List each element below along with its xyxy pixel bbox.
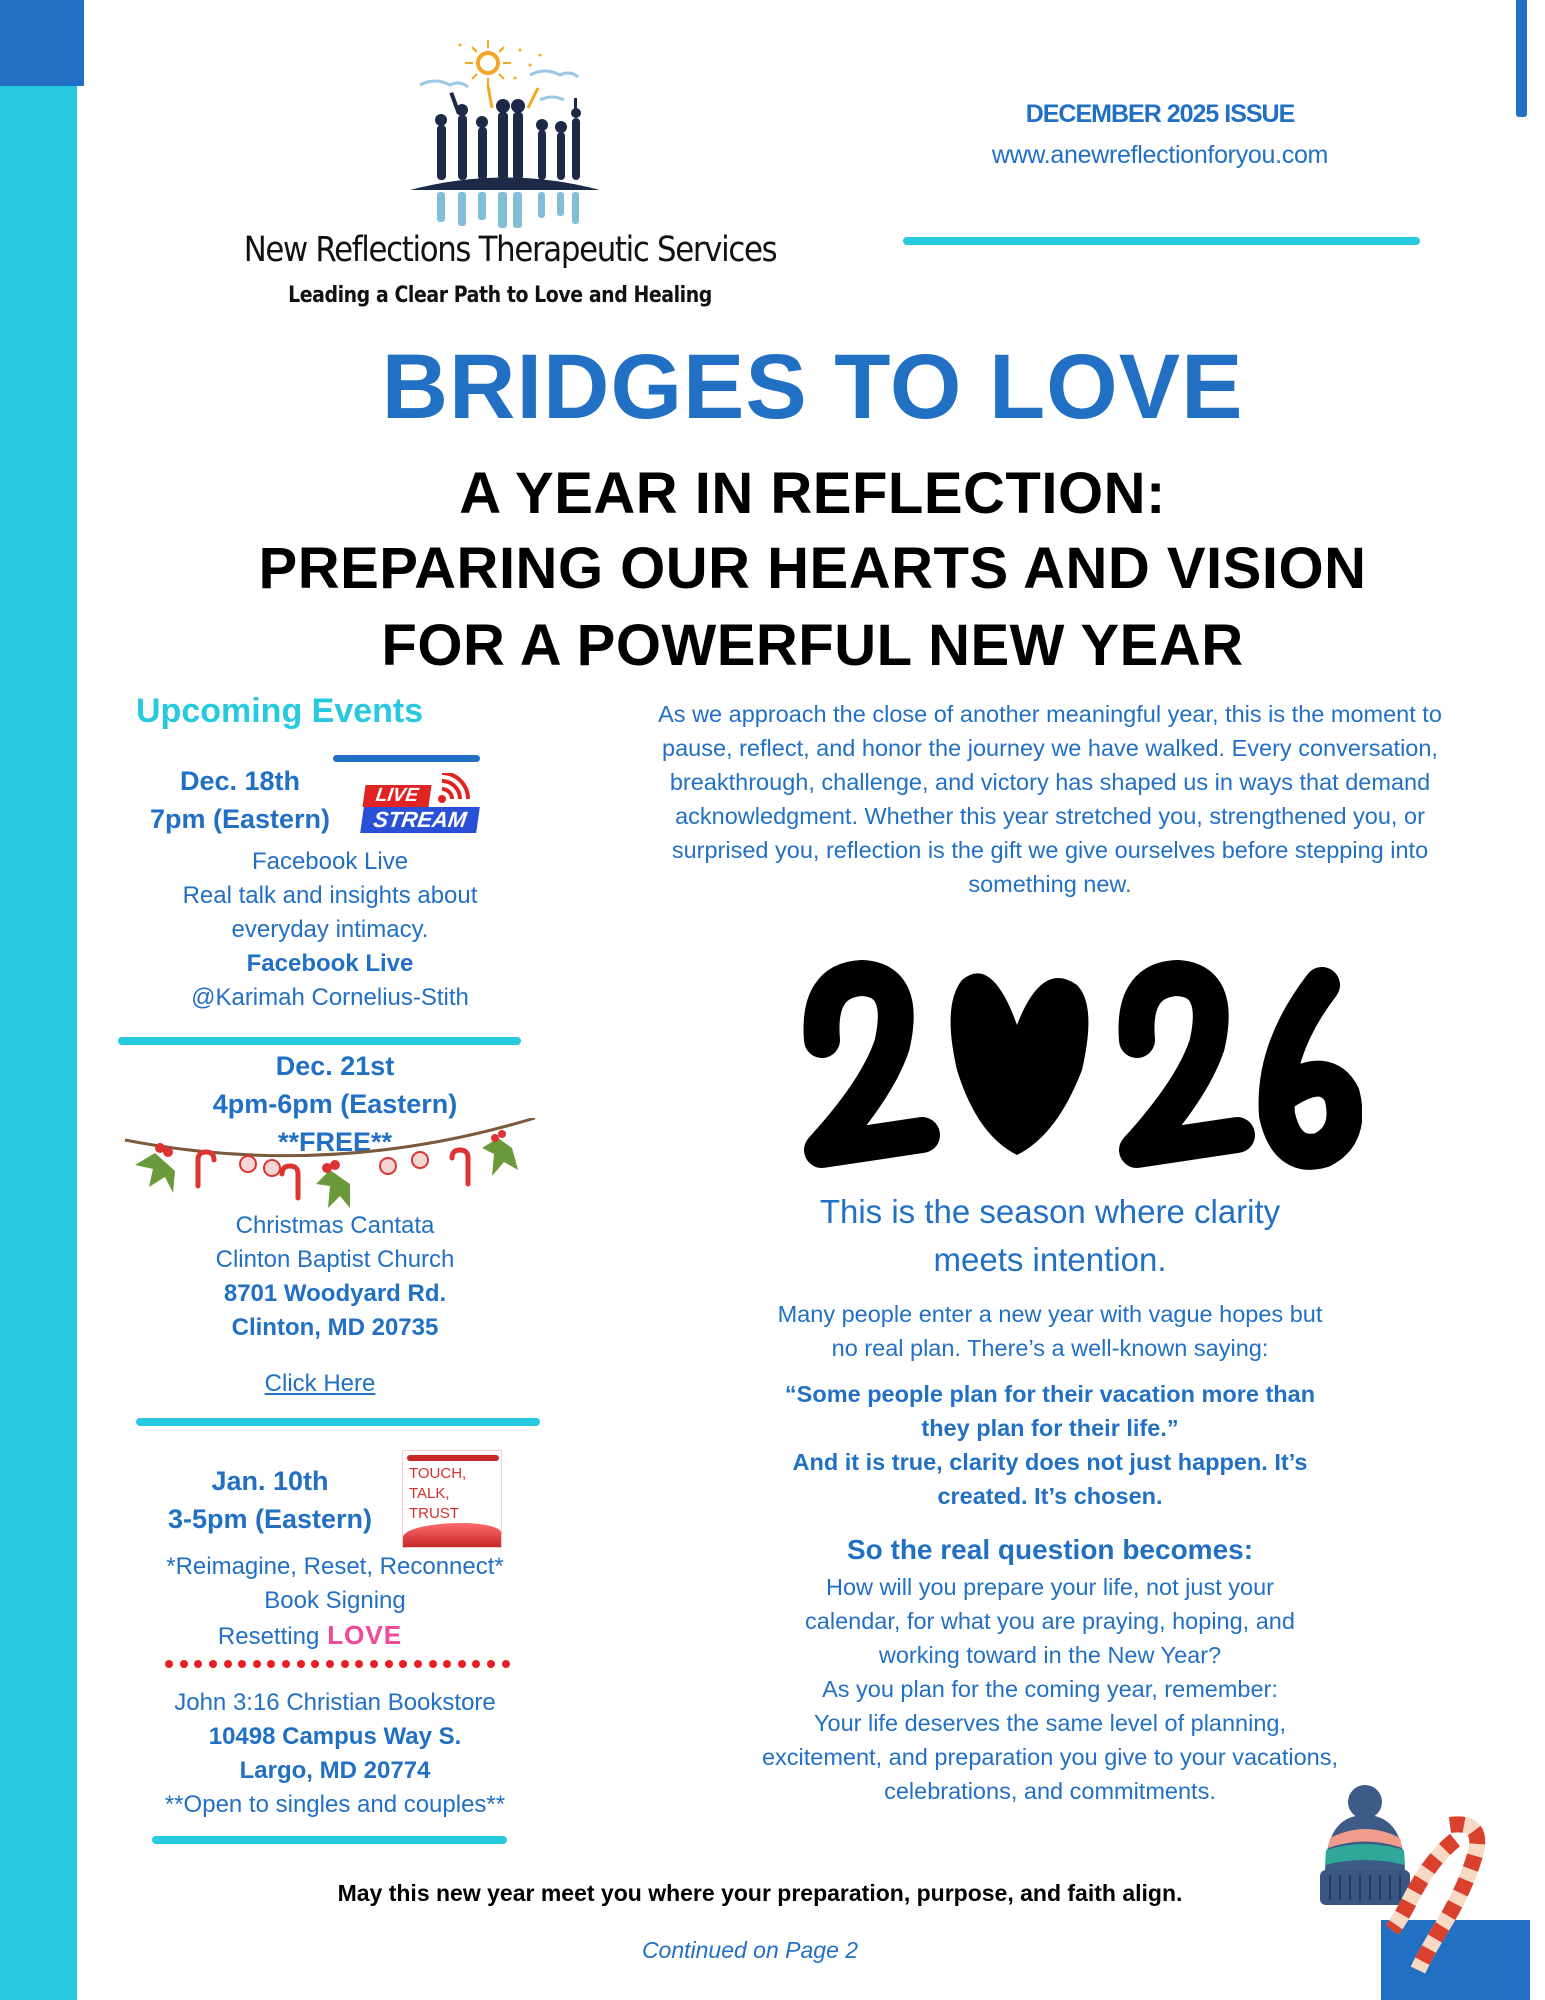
event-2-free-note: **FREE**: [277, 1127, 393, 1157]
continued-on-page-link[interactable]: Continued on Page 2: [641, 1937, 859, 1963]
live-label: LIVE: [362, 785, 431, 807]
many-line: Many people enter a new year with vague hopes but: [777, 1301, 1323, 1327]
love-word-art: LOVE: [327, 1620, 403, 1650]
company-name: New Reflections Therapeutic Services: [243, 230, 777, 270]
event-2-details: [100, 1209, 570, 1345]
book-wave: [403, 1523, 501, 1547]
book-banner: [407, 1455, 499, 1461]
event-2-address: Clinton, MD 20735: [231, 1314, 439, 1341]
book-word: TOUCH,: [409, 1465, 467, 1482]
click-here-link[interactable]: Click Here: [264, 1370, 376, 1397]
event-1-time: 7pm (Eastern): [149, 804, 331, 834]
issue-label: DECEMBER 2025 ISSUE: [1025, 100, 1295, 128]
newsletter-title: BRIDGES TO LOVE: [381, 336, 1244, 438]
event-2-line: Christmas Cantata: [235, 1212, 435, 1239]
many-people-paragraph: [650, 1297, 1450, 1365]
question-line: calendar, for what you are praying, hoping, and: [805, 1608, 1295, 1634]
event-1-datetime: [120, 762, 360, 838]
season-statement: [650, 1188, 1450, 1284]
resetting-label: Resetting: [217, 1623, 320, 1650]
event-2-date: Dec. 21st: [275, 1051, 395, 1081]
live-stream-icon: [362, 773, 478, 835]
company-tagline: Leading a Clear Path to Love and Healing: [288, 283, 712, 308]
event-1-line: Facebook Live: [251, 848, 409, 875]
event-3-line: *Reimagine, Reset, Reconnect*: [166, 1553, 504, 1580]
season-line: This is the season where clarity: [819, 1193, 1281, 1230]
event-3-date: Jan. 10th: [211, 1466, 329, 1496]
subtitle-line-2: PREPARING OUR HEARTS AND VISION: [258, 536, 1367, 601]
question-heading: So the real question becomes:: [846, 1534, 1254, 1565]
event-divider: [118, 1037, 521, 1045]
event-3-datetime: [150, 1462, 390, 1538]
event-2-time: 4pm-6pm (Eastern): [212, 1089, 458, 1119]
side-accent-bar: [0, 86, 77, 2000]
red-dotted-divider: [165, 1660, 510, 1670]
events-heading-divider: [333, 755, 480, 762]
stream-label: STREAM: [360, 807, 480, 833]
people-on-island-sun-logo-icon: [400, 30, 610, 230]
event-divider: [136, 1418, 540, 1426]
event-1-handle[interactable]: @Karimah Cornelius-Stith: [191, 984, 469, 1011]
top-right-accent-bar: [1516, 0, 1527, 117]
event-3-footnote: **Open to singles and couples**: [164, 1791, 506, 1818]
event-3-address: Largo, MD 20774: [239, 1757, 431, 1784]
subtitle-line-3: FOR A POWERFUL NEW YEAR: [381, 613, 1244, 678]
event-3-details: [110, 1550, 560, 1654]
event-2-link-wrap: [100, 1367, 540, 1401]
closing-statement: May this new year meet you where your preparation, purpose, and faith align.: [337, 1880, 1183, 1906]
book-word: TALK,: [409, 1485, 450, 1502]
corner-block: [0, 0, 84, 86]
quote-line: And it is true, clarity does not just happen. It’s: [792, 1449, 1308, 1475]
event-3-time: 3-5pm (Eastern): [167, 1504, 373, 1534]
event-1-line: Real talk and insights about: [182, 882, 478, 909]
many-line: no real plan. There’s a well-known saying:: [831, 1335, 1269, 1361]
remember-line: celebrations, and commitments.: [884, 1778, 1216, 1804]
quote-line: they plan for their life.”: [921, 1415, 1179, 1441]
header-divider: [903, 237, 1420, 245]
event-1-date: Dec. 18th: [179, 766, 301, 796]
event-1-line: everyday intimacy.: [231, 916, 429, 943]
upcoming-events-heading: Upcoming Events: [136, 692, 424, 730]
touch-talk-trust-book-cover: [402, 1450, 502, 1548]
quote-line: “Some people plan for their vacation more than: [784, 1381, 1316, 1407]
website-link[interactable]: www.anewreflectionforyou.com: [991, 141, 1329, 169]
year-2026-heart-icon: [782, 950, 1362, 1175]
event-3-address: 10498 Campus Way S.: [208, 1723, 462, 1750]
remember-line: Your life deserves the same level of planning,: [813, 1710, 1287, 1736]
event-3-book-title: [60, 1618, 560, 1654]
event-3-venue-name: John 3:16 Christian Bookstore: [174, 1689, 496, 1716]
question-line: How will you prepare your life, not just your: [825, 1574, 1274, 1600]
event-1-platform: Facebook Live: [246, 950, 414, 977]
remember-line: excitement, and preparation you give to your vacations,: [761, 1744, 1339, 1770]
christmas-garland-icon: [120, 1118, 540, 1213]
question-line: working toward in the New Year?: [878, 1642, 1222, 1668]
event-2-address: 8701 Woodyard Rd.: [223, 1280, 447, 1307]
remember-line: As you plan for the coming year, remember:: [822, 1676, 1278, 1702]
event-3-line: Book Signing: [264, 1587, 406, 1614]
subtitle-line-1: A YEAR IN REFLECTION:: [459, 461, 1166, 526]
quote-line: created. It’s chosen.: [937, 1483, 1163, 1509]
event-3-venue: [110, 1686, 560, 1822]
highlighted-quote: [650, 1377, 1450, 1513]
event-1-details: [100, 845, 560, 1015]
event-2-line: Clinton Baptist Church: [215, 1246, 455, 1273]
intro-paragraph: As we approach the close of another meaningful year, this is the moment to pause, reflect, and honor the journey we have walked. Every conversation, breakthrough, challenge, and victory has shaped us in ways that demand acknowledgment. Whether this year stretched you, strengthened you, or surprised you, reflection is the gift we give ourselves before stepping into something new.: [658, 701, 1442, 897]
event-divider: [152, 1836, 507, 1844]
book-word: TRUST: [409, 1505, 459, 1522]
season-line: meets intention.: [933, 1241, 1167, 1278]
question-paragraph: [650, 1570, 1450, 1672]
